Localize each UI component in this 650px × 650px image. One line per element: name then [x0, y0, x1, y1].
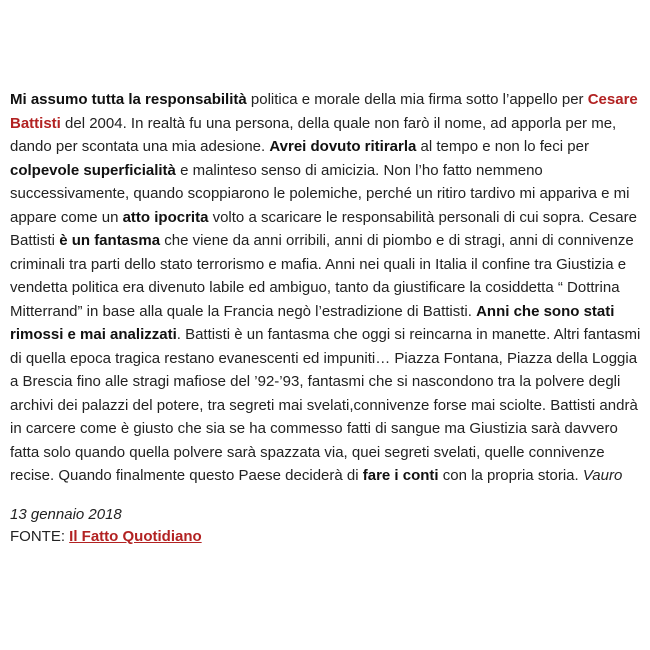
- author-signature: Vauro: [582, 467, 623, 484]
- emphasis-withdraw: Avrei dovuto ritirarla: [269, 138, 417, 155]
- emphasis-removed-years: Anni che sono stati rimossi e mai analizzati: [10, 302, 615, 343]
- article-body: [10, 88, 642, 488]
- emphasis-hypocritical-act: atto ipocrita: [122, 208, 209, 226]
- article-text: del 2004. In realtà fu una persona, della quale non farò il nome, ad apporla per me, dando per scontata una mia adesione.: [10, 114, 617, 155]
- article-text: volto a scaricare le responsabilità personali di cui sopra. Cesare Battisti: [10, 208, 637, 249]
- source-link[interactable]: Il Fatto Quotidiano: [69, 527, 202, 545]
- publication-date: 13 gennaio 2018: [10, 505, 122, 523]
- article-text: politica e morale della mia firma sotto l’appello per: [246, 91, 588, 108]
- source-line: [10, 528, 202, 545]
- emphasis-superficiality: colpevole superficialità: [10, 161, 176, 179]
- article-text: con la propria storia.: [438, 467, 583, 484]
- emphasis-responsibility: Mi assumo tutta la responsabilità: [10, 91, 247, 108]
- emphasis-ghost: è un fantasma: [59, 232, 161, 249]
- article-text: che viene da anni orribili, anni di piombo e di stragi, anni di connivenze criminali tra parti dello stato terrorismo e mafia. Anni nei quali in Italia il confine tra Giustizia e vendetta politica era divenuto labile ed ambiguo, tanto da giustificare la cosiddetta “ Dottrina Mitterrand” in base alla quale la Francia negò l’estradizione di Battisti.: [10, 232, 634, 320]
- source-prefix: FONTE:: [10, 527, 70, 545]
- article-meta: [10, 504, 640, 548]
- article-text: . Battisti è un fantasma che oggi si reincarna in manette. Altri fantasmi di quella epoca tragica restano evanescenti ed impuniti… Piazza Fontana, Piazza della Loggia a Brescia fino alle stragi mafiose del ’92-’93, fantasmi che si nascondono tra la polvere degli archivi dei palazzi del potere, tra segreti mai svelati,connivenze forse mai sciolte. Battisti andrà in carcere come è giusto che sia se ha commesso fatti di sangue ma Giustizia sarà davvero fatta solo quando quella polvere sarà spazzata via, quei segreti svelati, quelle connivenze recise. Quando finalmente questo Paese deciderà di: [10, 326, 641, 484]
- cesare-battisti-link[interactable]: Cesare Battisti: [10, 91, 638, 132]
- emphasis-reckoning: fare i conti: [362, 467, 439, 484]
- article-text: e malinteso senso di amicizia. Non l’ho fatto nemmeno successivamente, quando scoppiarono le polemiche, perché un ritiro tardivo mi appariva e mi appare come un: [10, 161, 630, 226]
- article-text: al tempo e non lo feci per: [416, 138, 589, 155]
